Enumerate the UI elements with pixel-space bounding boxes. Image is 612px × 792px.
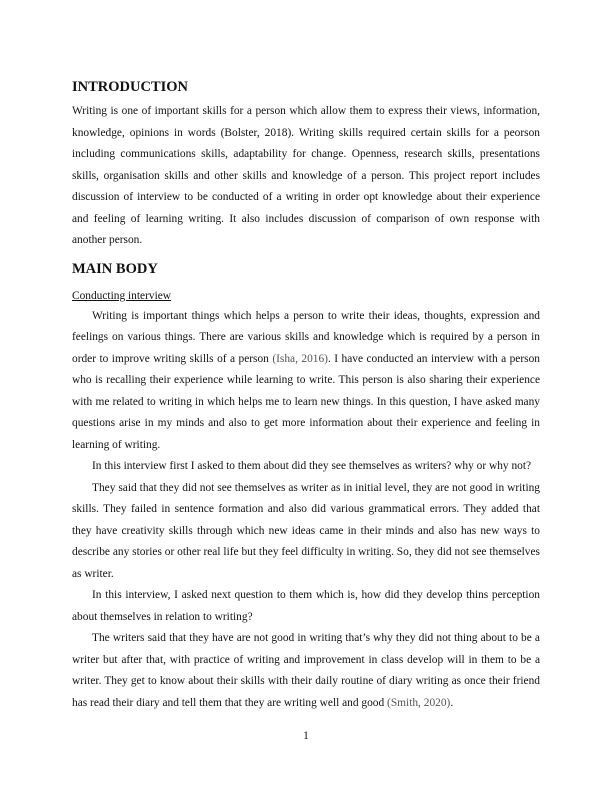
citation: (Isha, 2016) — [272, 352, 328, 365]
introduction-paragraph: Writing is one of important skills for a person which allow them to express their views, information, knowledge, opinions in words (Bolster, 2018). Writing skills required certain skills for a peorson including communications skills, adaptability for change. Openness, research skills, presentations skills, organisation skills and other skills and knowledge of a person. This project report includes discussion of interview to be conducted of a writing in order opt knowledge about their experience and feeling of learning writing. It also includes discussion of comparison of own response with another person. — [72, 105, 540, 246]
body-paragraph-1 — [72, 306, 540, 457]
body-paragraph-4: In this interview, I asked next question to them which is, how did they develop thins perception about themselves in relation to writing? — [72, 589, 540, 623]
main-body-heading: MAIN BODY — [72, 260, 158, 277]
paragraph-text: . — [450, 696, 454, 709]
paragraph-text: . I have conducted an interview with a person who is recalling their experience while learning to write. This person is also sharing their experience with me related to writing in which helps me to learn new things. In this question, I have asked many questions arise in my minds and also to get more information about their experience and feeling in learning of writing. — [72, 352, 540, 451]
document-page — [72, 78, 540, 714]
body-paragraph-2: In this interview first I asked to them about did they see themselves as writers? why or why not? — [92, 460, 532, 472]
body-paragraph-5 — [72, 628, 540, 714]
conducting-interview-subheading: Conducting interview — [72, 289, 172, 302]
paragraph-text: The writers said that they have are not good in writing that’s why they did not thing about to be a writer but after that, with practice of writing and improvement in class develop will in them to be a writer. They get to know about their skills with their daily routine of diary writing as once their friend has read their diary and tell them that they are writing well and good — [72, 632, 540, 709]
citation: (Smith, 2020) — [387, 696, 451, 709]
page-number: 1 — [303, 730, 309, 742]
paragraph-text: Writing is important things which helps a person to write their ideas, thoughts, expression and feelings on various things. There are various skills and knowledge which is required by a person in order to improve writing skills of a person — [72, 309, 540, 365]
body-paragraph-3: They said that they did not see themselves as writer as in initial level, they are not good in writing skills. They failed in sentence formation and also did various grammatical errors. They added that they have creativity skills through which new ideas came in their minds and also has new ways to describe any stories or other real life but they feel difficulty in writing. So, they did not see themselves as writer. — [72, 481, 540, 580]
introduction-heading: INTRODUCTION — [72, 79, 189, 95]
